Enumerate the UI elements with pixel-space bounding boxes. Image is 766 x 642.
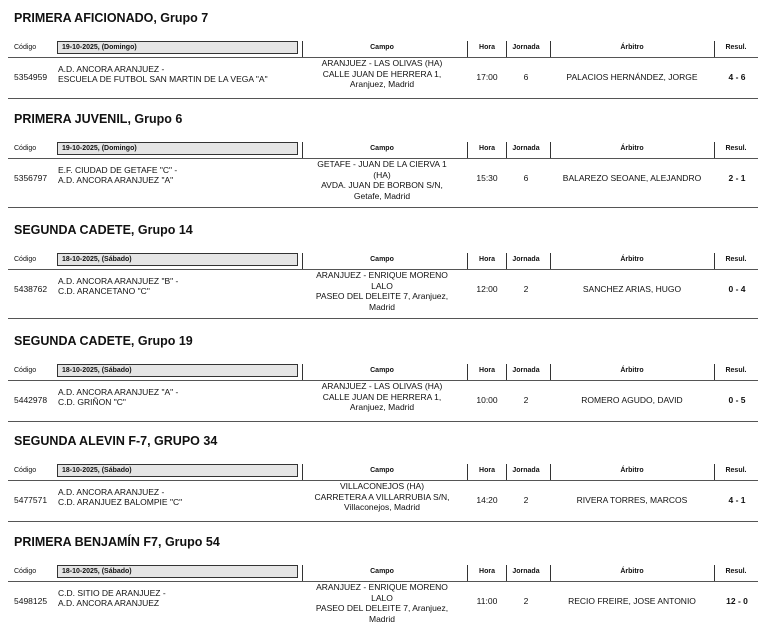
header-hora: Hora <box>479 44 495 51</box>
match-venue <box>302 582 462 624</box>
header-divider <box>714 364 715 380</box>
header-resul: Resul. <box>725 467 747 474</box>
group-block <box>0 423 766 531</box>
header-jornada: Jornada <box>512 256 540 263</box>
match-row <box>0 159 766 199</box>
venue-line: ARANJUEZ - LAS OLIVAS (HA) <box>321 381 443 391</box>
match-venue <box>302 481 462 513</box>
match-result: 12 - 0 <box>726 596 748 606</box>
group-title: PRIMERA JUVENIL, Grupo 6 <box>14 112 183 126</box>
match-date: 19-10-2025, (Domingo) <box>57 41 298 54</box>
venue-line: CARRETERA A VILLARRUBIA S/N, <box>314 491 450 502</box>
venue-line: Aranjuez, Madrid <box>349 79 415 89</box>
header-divider <box>714 565 715 581</box>
group-block <box>0 212 766 320</box>
header-arbitro: Árbitro <box>620 44 644 51</box>
header-codigo: Código <box>14 467 37 474</box>
match-referee: RECIO FREIRE, JOSE ANTONIO <box>568 596 696 606</box>
match-teams <box>58 588 298 608</box>
header-hora: Hora <box>479 256 495 263</box>
header-divider <box>714 41 715 57</box>
venue-line: VILLACONEJOS (HA) <box>339 481 425 491</box>
header-campo: Campo <box>370 367 394 374</box>
header-divider <box>550 565 551 581</box>
header-jornada: Jornada <box>512 568 540 575</box>
header-jornada: Jornada <box>512 467 540 474</box>
match-teams <box>58 165 298 185</box>
match-round: 6 <box>523 173 529 183</box>
match-venue <box>302 270 462 312</box>
table-header <box>0 564 766 582</box>
row-rule <box>8 98 758 99</box>
group-title: SEGUNDA CADETE, Grupo 19 <box>14 334 193 348</box>
table-header <box>0 40 766 58</box>
match-teams <box>58 276 298 296</box>
header-hora: Hora <box>479 467 495 474</box>
venue-line: PASEO DEL DELEITE 7, Aranjuez, <box>315 291 449 301</box>
header-campo: Campo <box>370 467 394 474</box>
match-code: 5356797 <box>14 173 48 183</box>
match-time: 11:00 <box>476 596 498 606</box>
match-venue <box>302 58 462 90</box>
match-code: 5438762 <box>14 284 48 294</box>
match-teams <box>58 487 298 507</box>
header-arbitro: Árbitro <box>620 145 644 152</box>
team-away: C.D. ARANJUEZ BALOMPIE "C" <box>58 497 183 507</box>
header-hora: Hora <box>479 568 495 575</box>
team-home: A.D. ANCORA ARANJUEZ - <box>58 64 165 74</box>
match-code: 5477571 <box>14 495 48 505</box>
match-round: 2 <box>523 495 529 505</box>
team-home: A.D. ANCORA ARANJUEZ - <box>58 487 165 497</box>
header-campo: Campo <box>370 256 394 263</box>
header-codigo: Código <box>14 256 37 263</box>
match-date: 19-10-2025, (Domingo) <box>57 142 298 155</box>
team-away: A.D. ANCORA ARANJUEZ "A" <box>58 175 174 185</box>
header-campo: Campo <box>370 568 394 575</box>
venue-line: PASEO DEL DELEITE 7, Aranjuez, <box>315 603 449 613</box>
header-divider <box>714 253 715 269</box>
header-divider <box>714 464 715 480</box>
match-referee: BALAREZO SEOANE, ALEJANDRO <box>562 173 702 183</box>
header-jornada: Jornada <box>512 145 540 152</box>
row-rule <box>8 207 758 208</box>
venue-line: ARANJUEZ - LAS OLIVAS (HA) <box>321 58 443 68</box>
venue-line: LALO <box>371 592 393 603</box>
match-date: 18-10-2025, (Sábado) <box>57 464 298 477</box>
match-row <box>0 582 766 622</box>
match-round: 2 <box>523 284 529 294</box>
table-header <box>0 363 766 381</box>
match-code: 5442978 <box>14 395 48 405</box>
venue-line: Madrid <box>369 301 395 312</box>
match-date: 18-10-2025, (Sábado) <box>57 364 298 377</box>
header-codigo: Código <box>14 568 37 575</box>
header-resul: Resul. <box>725 145 747 152</box>
venue-line: CALLE JUAN DE HERRERA 1, <box>322 68 442 79</box>
venue-line: Getafe, Madrid <box>353 190 411 201</box>
table-header <box>0 252 766 270</box>
table-header <box>0 141 766 159</box>
match-referee: ROMERO AGUDO, DAVID <box>581 395 683 405</box>
header-arbitro: Árbitro <box>620 467 644 474</box>
match-code: 5498125 <box>14 596 48 606</box>
venue-line: AVDA. JUAN DE BORBON S/N, <box>321 180 443 190</box>
header-campo: Campo <box>370 145 394 152</box>
match-round: 6 <box>523 72 529 82</box>
team-home: E.F. CIUDAD DE GETAFE "C" - <box>58 165 178 175</box>
venue-line: Aranjuez, Madrid <box>349 402 415 412</box>
team-home: A.D. ANCORA ARANJUEZ "B" - <box>58 276 179 286</box>
header-codigo: Código <box>14 367 37 374</box>
header-arbitro: Árbitro <box>620 256 644 263</box>
header-campo: Campo <box>370 44 394 51</box>
venue-line: Villaconejos, Madrid <box>344 502 420 512</box>
header-resul: Resul. <box>725 44 747 51</box>
match-time: 10:00 <box>476 395 498 405</box>
match-result: 4 - 1 <box>728 495 746 505</box>
group-title: PRIMERA AFICIONADO, Grupo 7 <box>14 11 209 25</box>
match-venue <box>302 381 462 413</box>
venue-line: (HA) <box>373 169 391 180</box>
header-divider <box>550 464 551 480</box>
match-row <box>0 481 766 521</box>
match-time: 12:00 <box>476 284 498 294</box>
venue-line: LALO <box>371 280 393 291</box>
header-hora: Hora <box>479 367 495 374</box>
table-header <box>0 463 766 481</box>
row-rule <box>8 318 758 319</box>
group-block <box>0 524 766 632</box>
team-home: C.D. SITIO DE ARANJUEZ - <box>58 588 166 598</box>
header-resul: Resul. <box>725 568 747 575</box>
team-home: A.D. ANCORA ARANJUEZ "A" - <box>58 387 179 397</box>
match-row <box>0 270 766 310</box>
venue-line: CALLE JUAN DE HERRERA 1, <box>322 391 442 402</box>
row-rule <box>8 521 758 522</box>
header-jornada: Jornada <box>512 44 540 51</box>
match-round: 2 <box>523 395 529 405</box>
match-result: 2 - 1 <box>728 173 746 183</box>
header-arbitro: Árbitro <box>620 367 644 374</box>
match-referee: RIVERA TORRES, MARCOS <box>576 495 688 505</box>
match-date: 18-10-2025, (Sábado) <box>57 565 298 578</box>
group-title: PRIMERA BENJAMÍN F7, Grupo 54 <box>14 535 220 549</box>
match-time: 17:00 <box>476 72 498 82</box>
group-title: SEGUNDA CADETE, Grupo 14 <box>14 223 193 237</box>
header-divider <box>550 41 551 57</box>
group-title: SEGUNDA ALEVIN F-7, GRUPO 34 <box>14 434 218 448</box>
header-resul: Resul. <box>725 256 747 263</box>
team-away: C.D. ARANCETANO "C" <box>58 286 150 296</box>
match-result: 4 - 6 <box>728 72 746 82</box>
venue-line: ARANJUEZ - ENRIQUE MORENO <box>316 582 448 592</box>
match-venue <box>302 159 462 201</box>
match-teams <box>58 387 298 407</box>
team-away: ESCUELA DE FUTBOL SAN MARTIN DE LA VEGA "A" <box>58 74 268 84</box>
match-teams <box>58 64 298 84</box>
header-resul: Resul. <box>725 367 747 374</box>
header-codigo: Código <box>14 145 37 152</box>
group-block <box>0 323 766 431</box>
match-round: 2 <box>523 596 529 606</box>
match-result: 0 - 4 <box>728 284 746 294</box>
header-divider <box>714 142 715 158</box>
match-date: 18-10-2025, (Sábado) <box>57 253 298 266</box>
venue-line: Madrid <box>369 613 395 624</box>
team-away: C.D. GRIÑON "C" <box>58 397 126 407</box>
header-hora: Hora <box>479 145 495 152</box>
match-row <box>0 381 766 421</box>
header-divider <box>550 364 551 380</box>
team-away: A.D. ANCORA ARANJUEZ <box>58 598 160 608</box>
header-divider <box>550 253 551 269</box>
venue-line: ARANJUEZ - ENRIQUE MORENO <box>316 270 448 280</box>
match-code: 5354959 <box>14 72 48 82</box>
match-row <box>0 58 766 98</box>
header-jornada: Jornada <box>512 367 540 374</box>
header-arbitro: Árbitro <box>620 568 644 575</box>
match-time: 14:20 <box>476 495 498 505</box>
match-referee: PALACIOS HERNÁNDEZ, JORGE <box>566 72 698 82</box>
match-referee: SANCHEZ ARIAS, HUGO <box>582 284 682 294</box>
venue-line: GETAFE - JUAN DE LA CIERVA 1 <box>317 159 447 169</box>
match-result: 0 - 5 <box>728 395 746 405</box>
header-codigo: Código <box>14 44 37 51</box>
row-rule <box>8 421 758 422</box>
match-time: 15:30 <box>476 173 498 183</box>
group-block <box>0 0 766 108</box>
group-block <box>0 101 766 209</box>
header-divider <box>550 142 551 158</box>
